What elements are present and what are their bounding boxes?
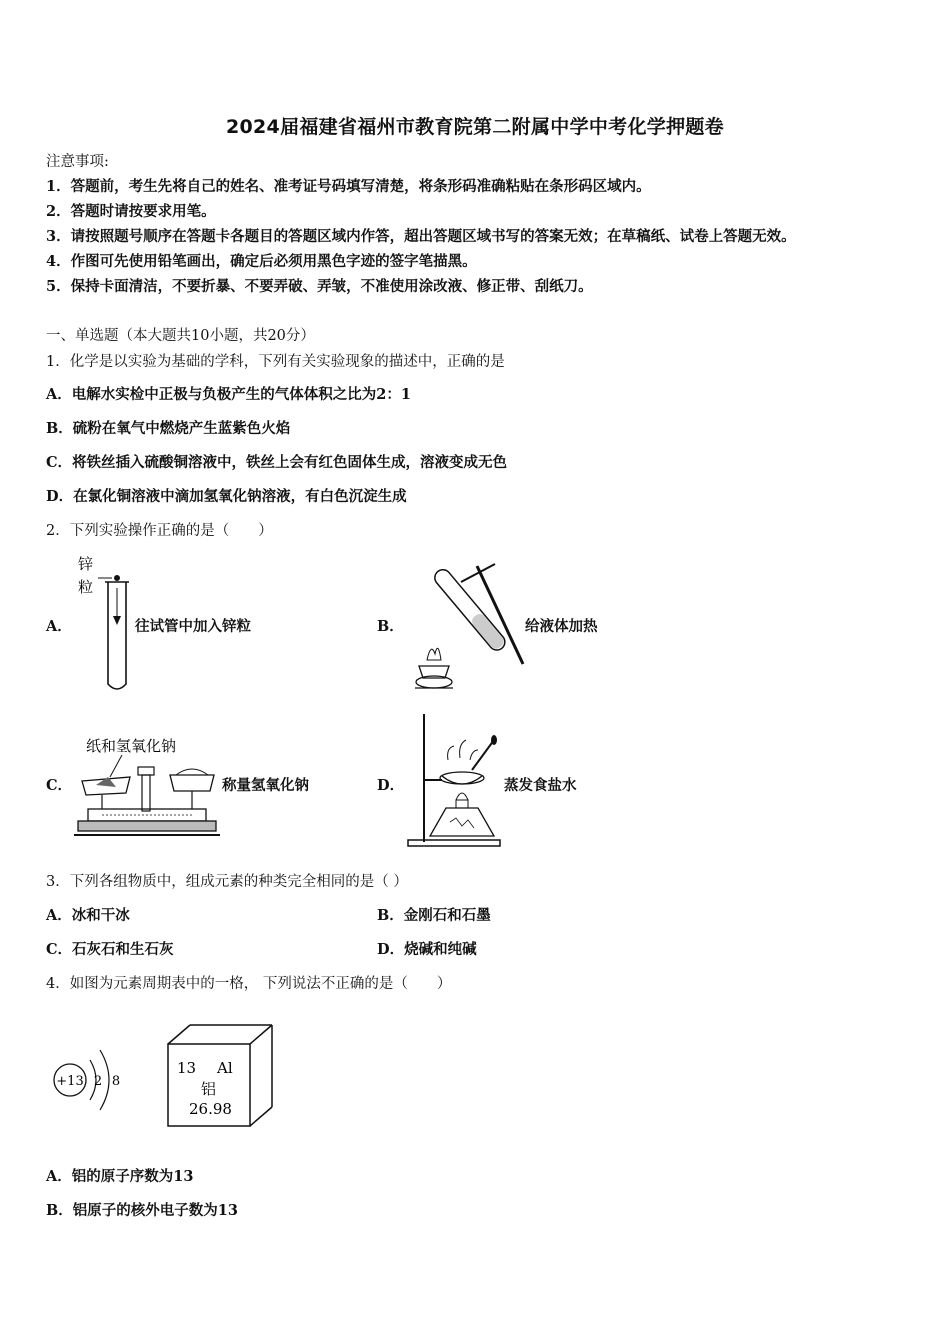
q1-option-d: D．在氯化铜溶液中滴加氢氧化钠溶液，有白色沉淀生成: [46, 488, 407, 505]
q4-stem: 4．如图为元素周期表中的一格， 下列说法不正确的是（ ）: [46, 976, 452, 992]
evaporation-figure: [402, 710, 507, 848]
nucleus-charge: +13: [56, 1074, 84, 1089]
q2-option-d-label: D．: [377, 777, 405, 794]
notice-item-1: 1．答题前，考生先将自己的姓名、准考证号码填写清楚，将条形码准确粘贴在条形码区域内。: [46, 178, 651, 195]
notice-item-5: 5．保持卡面清洁，不要折暴、不要弄破、弄皱，不准使用涂改液、修正带、刮纸刀。: [46, 278, 593, 295]
atomic-number: 13: [177, 1059, 197, 1077]
element-symbol: Al: [217, 1059, 233, 1077]
section-heading: 一、单选题（本大题共10小题，共20分）: [46, 328, 315, 344]
q2-option-b-label: B．: [377, 618, 404, 635]
zinc-label-1: 锌: [78, 555, 94, 573]
paper-naoh-label: 纸和氢氧化钠: [86, 737, 177, 755]
zinc-label-2: 粒: [78, 578, 94, 596]
periodic-table-cell: [165, 1022, 277, 1130]
q2-option-b-caption: 给液体加热: [525, 618, 598, 635]
notice-heading: 注意事项:: [46, 154, 109, 170]
atomic-mass: 26.98: [189, 1100, 232, 1118]
notice-item-3: 3．请按照题号顺序在答题卡各题目的答题区域内作答，超出答题区域书写的答案无效；在草稿纸、试卷上答题无效。: [46, 228, 796, 245]
test-tube-figure: [72, 552, 142, 697]
exam-title: 2024届福建省福州市教育院第二附属中学中考化学押题卷: [226, 116, 724, 138]
q3-option-d: D．烧碱和纯碱: [377, 941, 477, 958]
q3-stem: 3．下列各组物质中，组成元素的种类完全相同的是（ ）: [46, 874, 408, 890]
liquid-heating-figure: [405, 556, 530, 696]
shell-1-electrons: 2: [93, 1074, 103, 1089]
element-name: 铝: [201, 1080, 217, 1098]
q4-option-b: B．铝原子的核外电子数为13: [46, 1202, 238, 1219]
q2-option-c-caption: 称量氢氧化钠: [222, 777, 309, 794]
q1-option-b: B．硫粉在氧气中燃烧产生蓝紫色火焰: [46, 420, 291, 437]
notice-item-4: 4．作图可先使用铅笔画出，确定后必须用黑色字迹的签字笔描黑。: [46, 253, 477, 270]
q1-option-a: A．电解水实检中正极与负极产生的气体体积之比为2：1: [46, 386, 411, 403]
q4-option-a: A．铝的原子序数为13: [46, 1168, 194, 1185]
q2-option-a-label: A．: [46, 618, 72, 635]
atom-structure-diagram: [50, 1038, 130, 1118]
q2-option-d-caption: 蒸发食盐水: [504, 777, 577, 794]
q3-option-c: C．石灰石和生石灰: [46, 941, 174, 958]
q3-option-b: B．金刚石和石墨: [377, 907, 491, 924]
balance-figure: [72, 733, 222, 848]
q1-option-c: C．将铁丝插入硫酸铜溶液中，铁丝上会有红色固体生成，溶液变成无色: [46, 454, 508, 471]
notice-item-2: 2．答题时请按要求用笔。: [46, 203, 216, 220]
q2-option-a-caption: 往试管中加入锌粒: [135, 618, 251, 635]
q2-stem: 2．下列实验操作正确的是（ ）: [46, 523, 273, 539]
q3-option-a: A．冰和干冰: [46, 907, 130, 924]
q2-option-c-label: C．: [46, 777, 73, 794]
q1-stem: 1．化学是以实验为基础的学科，下列有关实验现象的描述中，正确的是: [46, 354, 505, 370]
shell-2-electrons: 8: [111, 1074, 121, 1089]
